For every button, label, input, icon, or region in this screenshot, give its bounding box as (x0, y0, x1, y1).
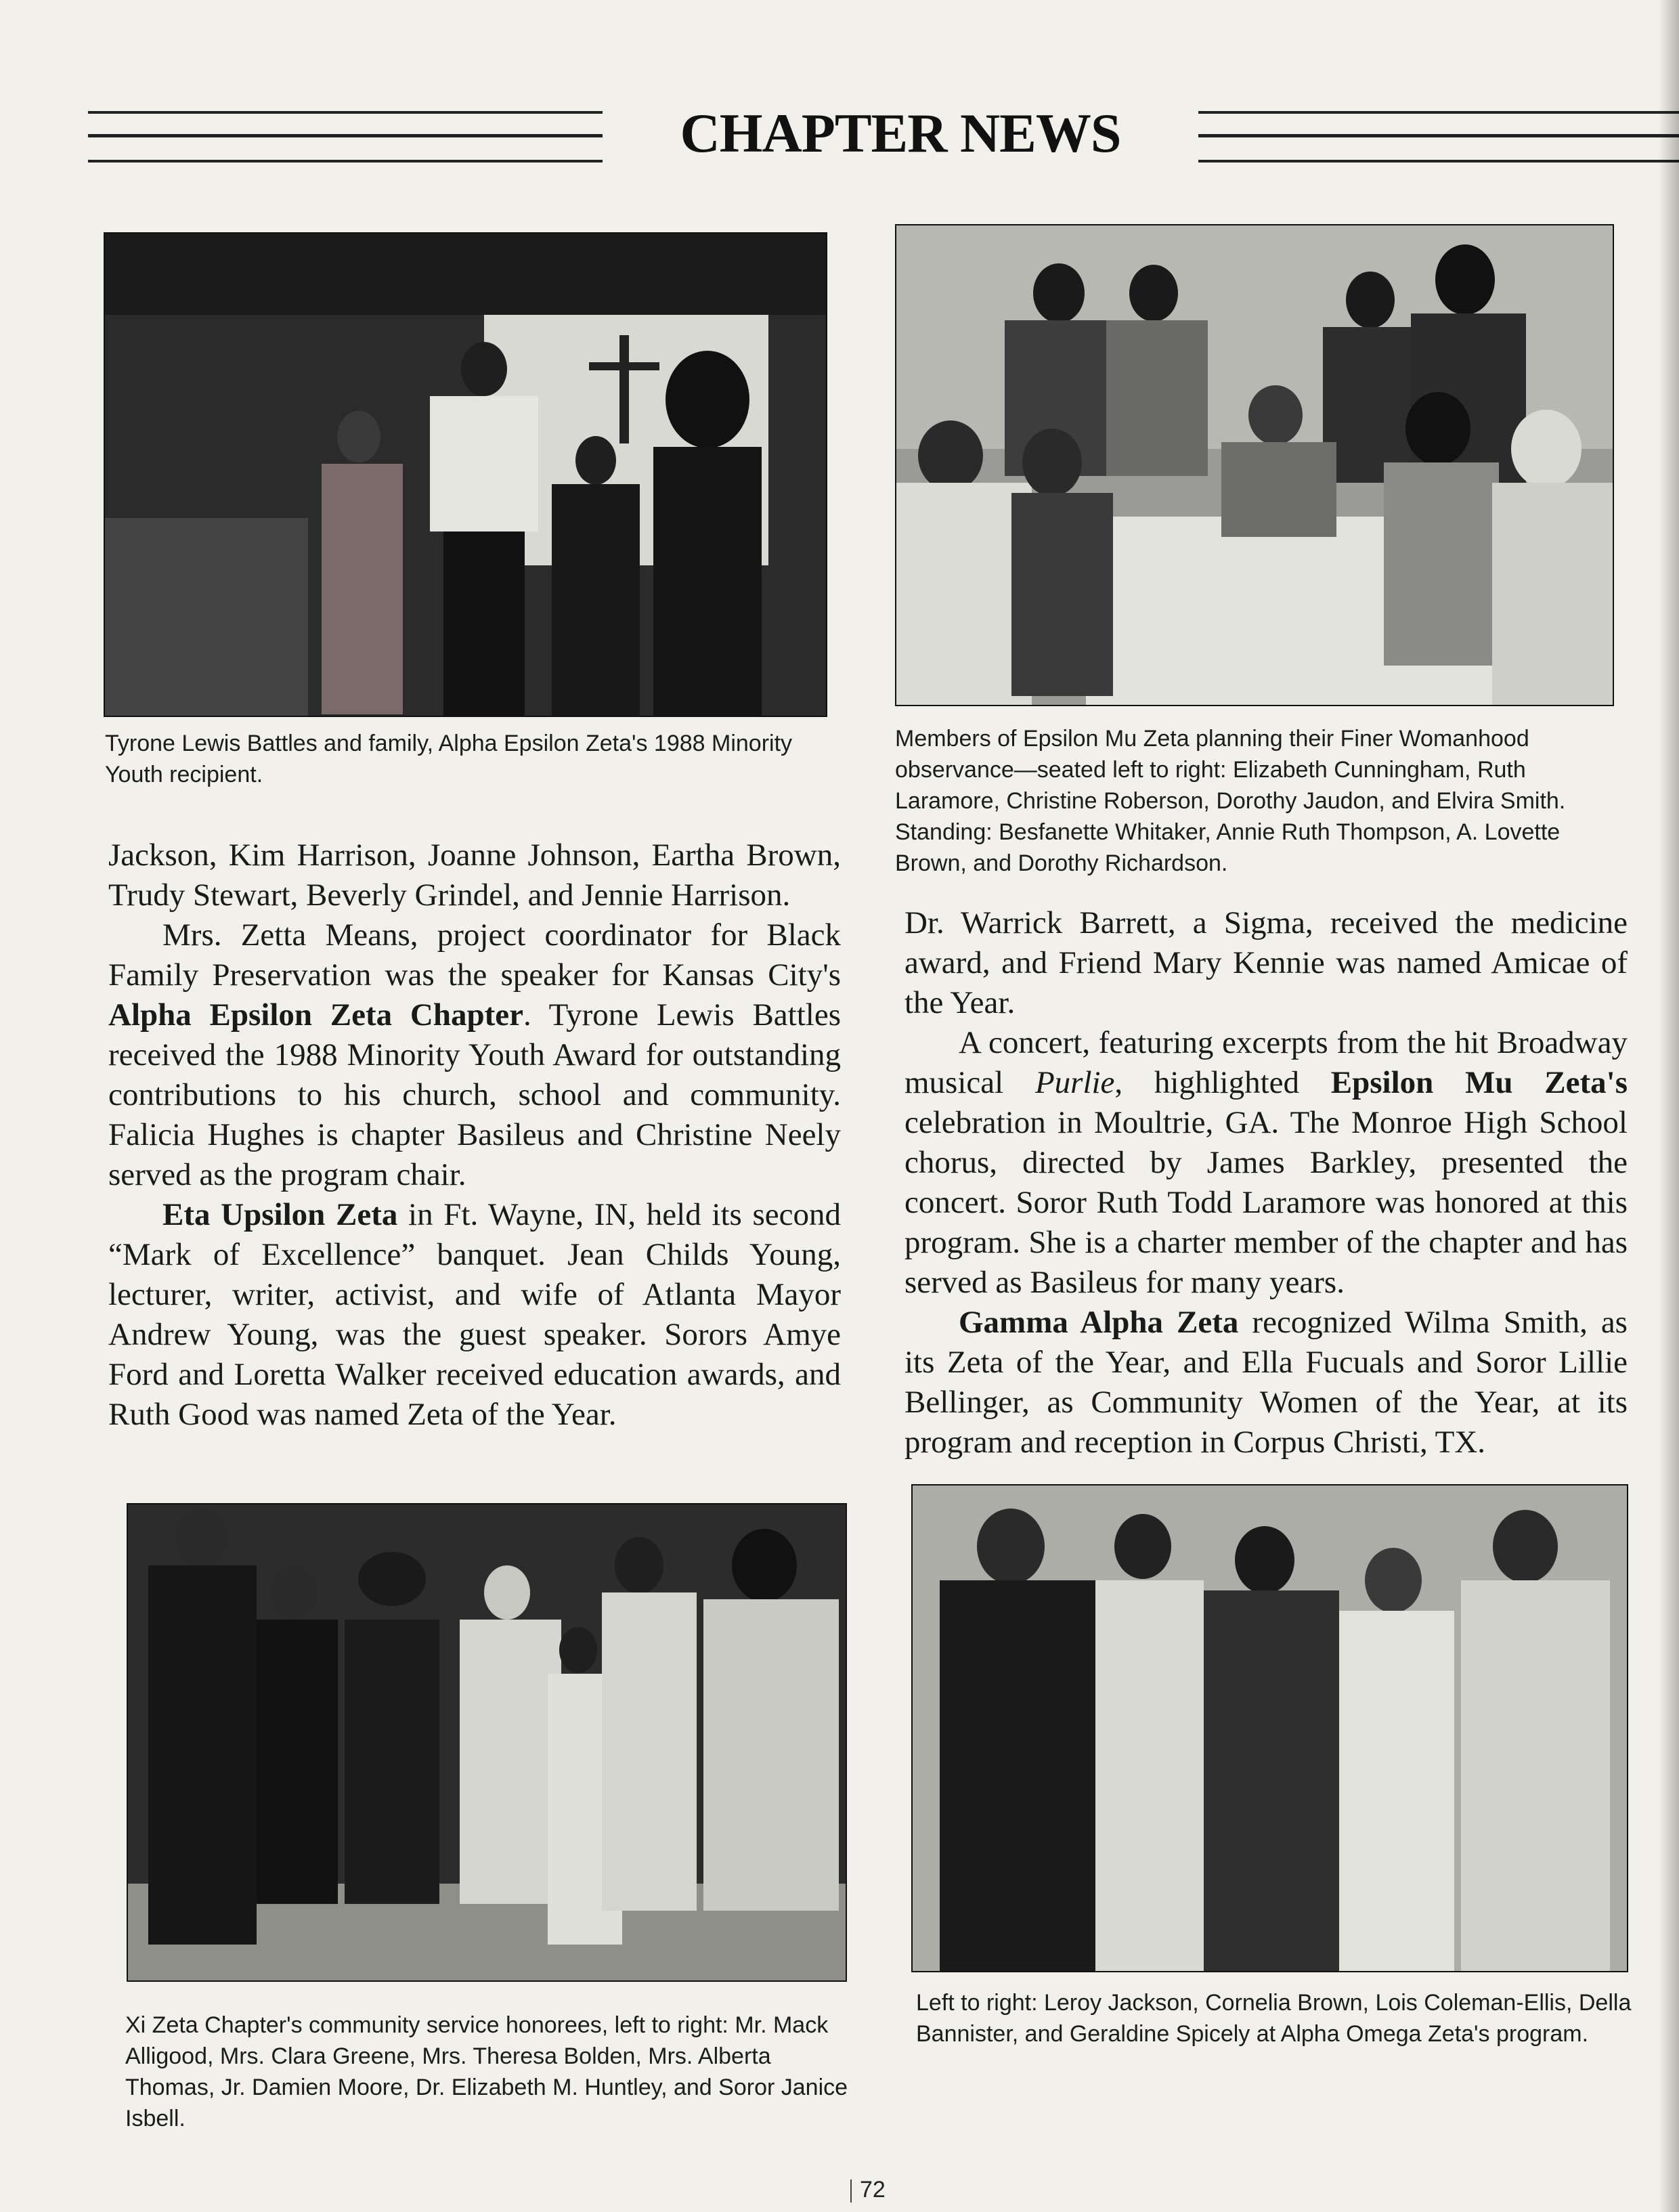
chapter-name-gamma-alpha-zeta: Gamma Alpha Zeta (959, 1305, 1239, 1340)
chapter-name-alpha-epsilon-zeta: Alpha Epsilon Zeta Chapter (108, 997, 524, 1033)
musical-title-purlie: Purlie (1034, 1065, 1115, 1100)
page-number: 72 (860, 2177, 886, 2203)
caption-epsilon-mu-zeta: Members of Epsilon Mu Zeta planning their Finer Womanhood observance—seated left to right: Elizabeth Cunningham, Ruth Laramore, Christine Roberson, Dorothy Jaudon, and Elvira Smith. Standing: Besfanette Whitaker, Annie Ruth Thompson, A. Lovette Brown, and Dorothy Richardson. (895, 726, 1566, 876)
left-paragraph-2-text-b: . Tyrone Lewis Battles received the 1988 Minority Youth Award for outstanding contributions to his church, school and community. Falicia Hughes is chapter Basileus and Christine Neely served as the program chair. (108, 997, 841, 1192)
photo-epsilon-mu-zeta (895, 224, 1614, 706)
photo-battles-family (104, 232, 827, 717)
right-paragraph-2-text-b: , highlighted (1114, 1065, 1331, 1100)
right-article-column (904, 903, 1628, 1462)
masthead-rule-right (1198, 111, 1679, 169)
page-title: CHAPTER NEWS (680, 102, 1121, 164)
right-paragraph-3 (904, 1303, 1628, 1462)
masthead (88, 102, 1611, 176)
left-paragraph-2-text-a: Mrs. Zetta Means, project coordinator for Black Family Preservation was the speaker for Kansas City's (108, 917, 841, 993)
right-paragraph-2-text-a: A concert, featuring excerpts from the hit Broadway musical (904, 1025, 1628, 1100)
right-paragraph-2 (904, 1023, 1628, 1303)
right-paragraph-1: Dr. Warrick Barrett, a Sigma, received the medicine award, and Friend Mary Kennie was named Amicae of the Year. (904, 905, 1628, 1020)
right-paragraph-3-text: recognized Wilma Smith, as its Zeta of the Year, and Ella Fucuals and Soror Lillie Bellinger, as Community Women of the Year, at its program and reception in Corpus Christi, TX. (904, 1305, 1628, 1460)
left-paragraph-3 (108, 1195, 841, 1435)
photo-xi-zeta-honorees (127, 1503, 847, 1982)
photo-alpha-omega-zeta (911, 1484, 1628, 1972)
caption-battles-family: Tyrone Lewis Battles and family, Alpha Epsilon Zeta's 1988 Minority Youth recipient. (105, 731, 793, 787)
page-edge-shadow (1659, 0, 1679, 2212)
left-paragraph-3-text: in Ft. Wayne, IN, held its second “Mark of Excellence” banquet. Jean Childs Young, lecturer, writer, activist, and wife of Atlanta Mayor Andrew Young, was the guest speaker. Sorors Amye Ford and Loretta Walker received education awards, and Ruth Good was named Zeta of the Year. (108, 1197, 841, 1432)
chapter-name-epsilon-mu-zeta: Epsilon Mu Zeta's (1330, 1065, 1628, 1100)
right-paragraph-2-text-c: celebration in Moultrie, GA. The Monroe High School chorus, directed by James Barkley, presented the concert. Soror Ruth Todd Laramore was honored at this program. She is a charter member of the chapter and has served as Basileus for many years. (904, 1105, 1628, 1300)
chapter-name-eta-upsilon-zeta: Eta Upsilon Zeta (162, 1197, 398, 1232)
left-paragraph-1: Jackson, Kim Harrison, Joanne Johnson, Eartha Brown, Trudy Stewart, Beverly Grindel, and Jennie Harrison. (108, 838, 841, 913)
masthead-rule-left (88, 111, 603, 169)
left-article-column (108, 836, 841, 1435)
caption-alpha-omega-zeta: Left to right: Leroy Jackson, Cornelia Brown, Lois Coleman-Ellis, Della Bannister, and Geraldine Spicely at Alpha Omega Zeta's program. (916, 1990, 1632, 2047)
caption-xi-zeta-honorees: Xi Zeta Chapter's community service honorees, left to right: Mr. Mack Alligood, Mrs. Clara Greene, Mrs. Theresa Bolden, Mrs. Alberta Thomas, Jr. Damien Moore, Dr. Elizabeth M. Huntley, and Soror Janice Isbell. (125, 2012, 848, 2131)
left-paragraph-2 (108, 915, 841, 1195)
